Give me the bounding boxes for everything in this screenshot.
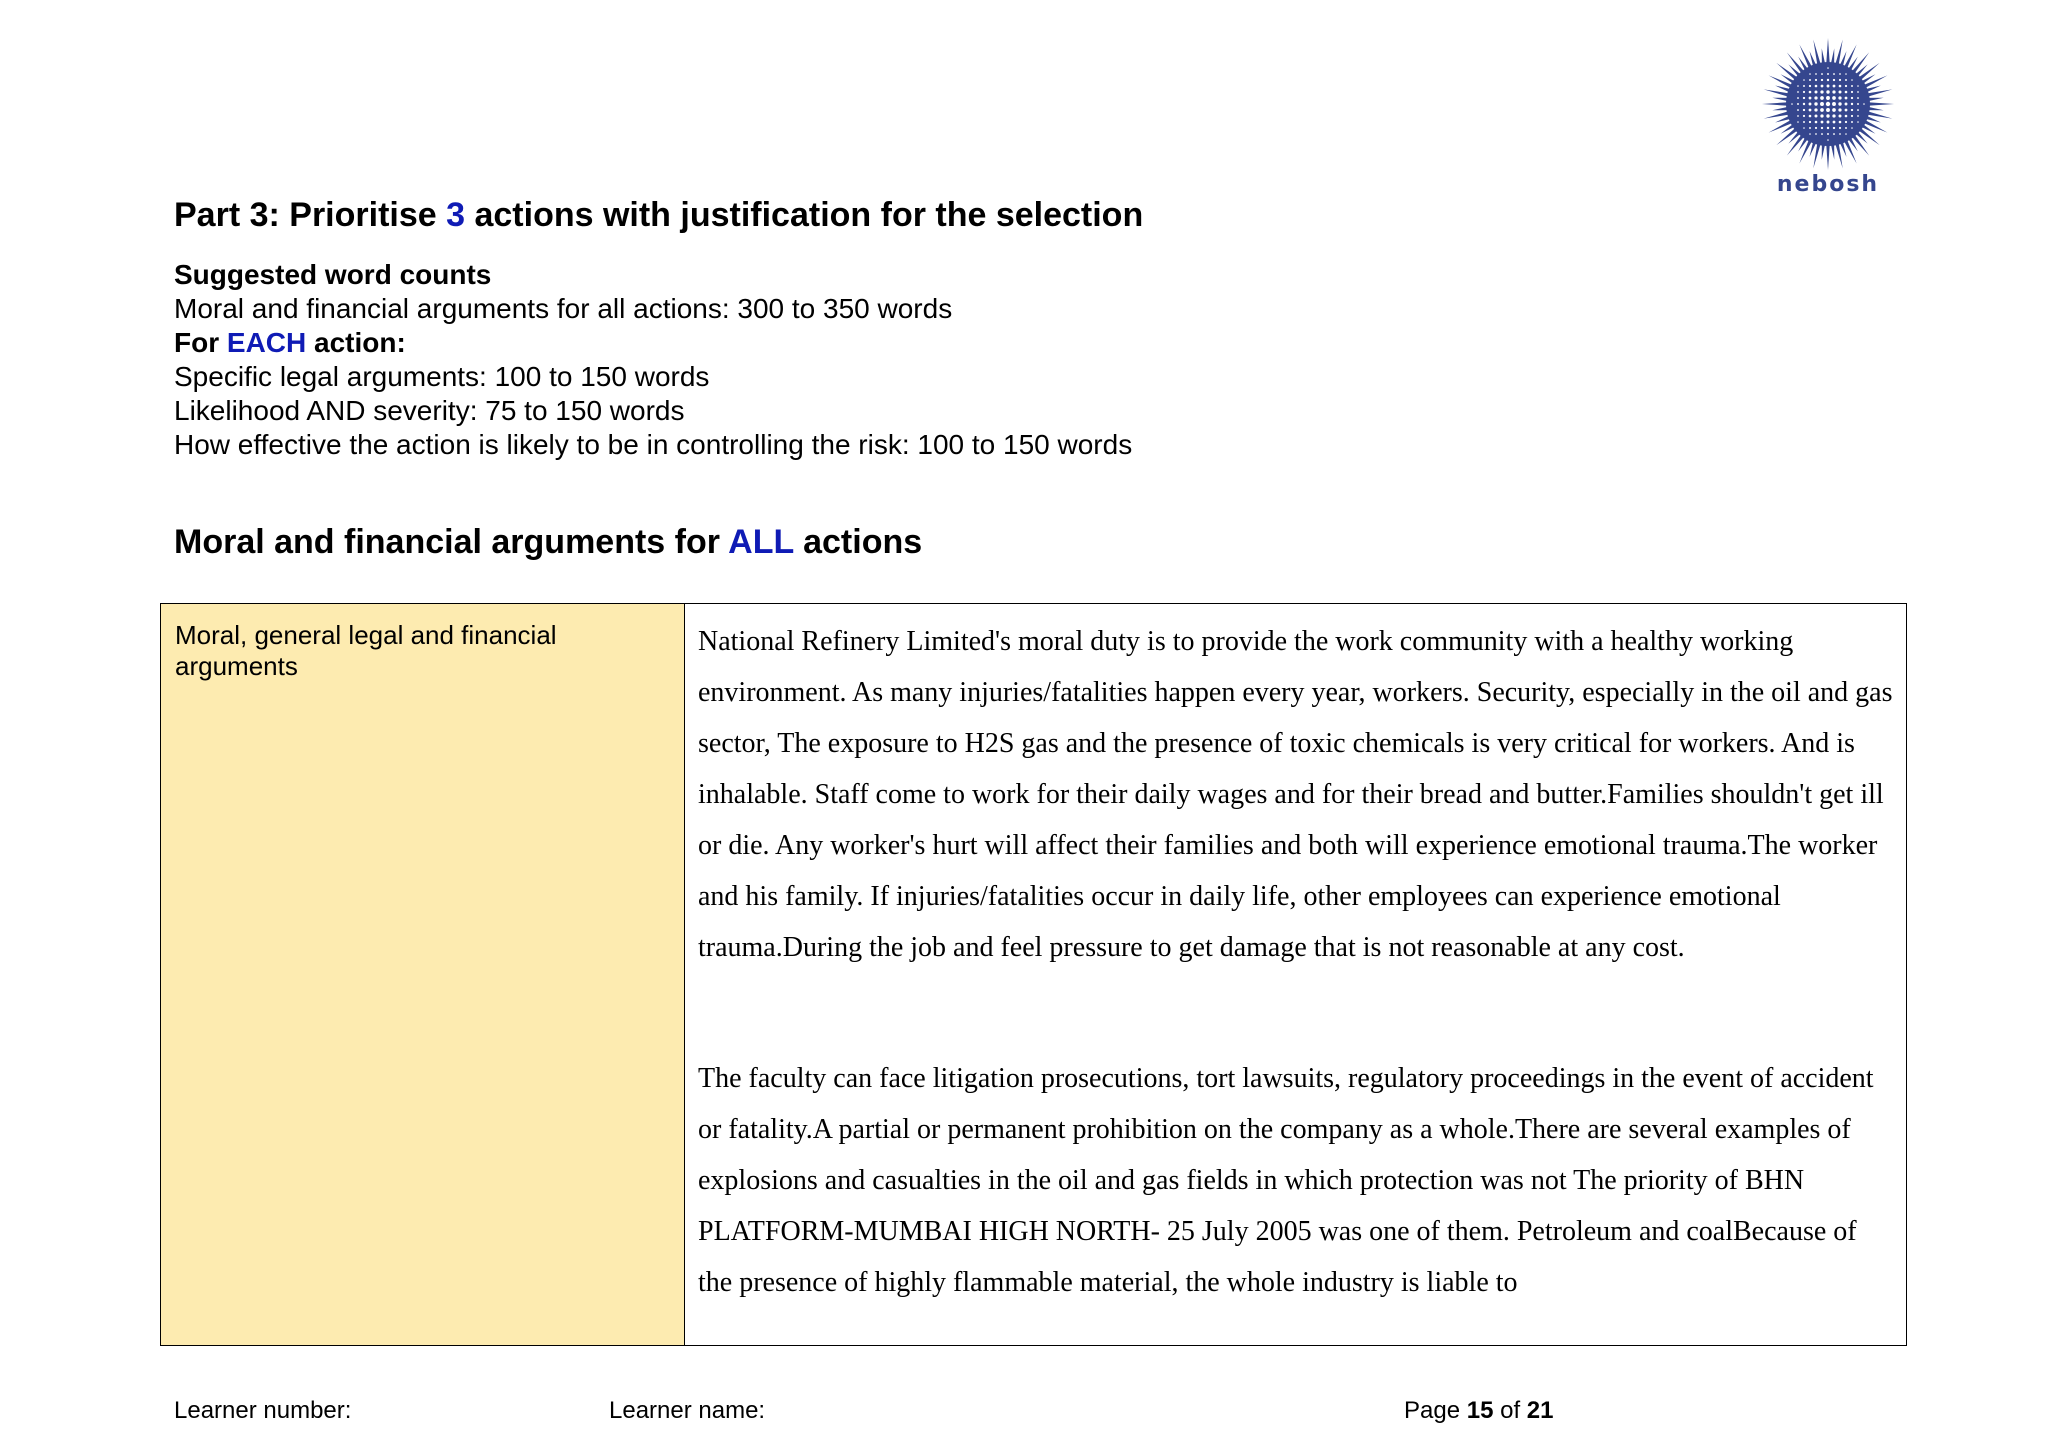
page-of: of	[1493, 1397, 1527, 1424]
learner-name-label: Learner name:	[609, 1397, 766, 1424]
word-counts-heading: Suggested word counts	[174, 259, 492, 290]
arguments-table	[160, 603, 1907, 1346]
logo-text: nebosh	[1776, 172, 1880, 197]
page-current: 15	[1466, 1397, 1494, 1424]
part-title-number: 3	[446, 196, 466, 234]
nebosh-globe-icon	[1758, 36, 1898, 172]
nebosh-logo	[1758, 36, 1898, 206]
section-title-prefix: Moral and financial arguments for	[174, 523, 729, 561]
arguments-label-cell: Moral, general legal and financial arguments	[161, 604, 685, 1345]
page-label: Page	[1404, 1397, 1467, 1424]
part-title-prefix: Part 3: Prioritise	[174, 196, 447, 234]
for-each-accent: EACH	[226, 327, 307, 358]
word-counts	[174, 258, 1132, 462]
word-count-likelihood: Likelihood AND severity: 75 to 150 words	[174, 395, 685, 426]
learner-number-label: Learner number:	[174, 1397, 352, 1424]
page-total: 21	[1526, 1397, 1554, 1424]
section-title	[174, 523, 922, 562]
arguments-paragraph-1: National Refinery Limited's moral duty is to provide the work community with a healthy working environment. As many injuries/fatalities happen every year, workers. Security, especially in the oil and gas sector, The exposure to H2S gas and the presence of toxic chemicals is very critical for workers. And is inhalable. Staff come to work for their daily wages and for their bread and butter.Families shouldn't get ill or die. Any worker's hurt will affect their families and both will experience emotional trauma.The worker and his family. If injuries/fatalities occur in daily life, other employees can experience emotional trauma.During the job and feel pressure to get damage that is not reasonable at any cost.	[698, 626, 1893, 963]
for-each-action-heading	[174, 326, 1132, 360]
word-count-moral-financial: Moral and financial arguments for all actions: 300 to 350 words	[174, 293, 953, 324]
section-title-accent: ALL	[728, 523, 794, 561]
for-each-prefix: For	[174, 327, 227, 358]
part-title	[174, 196, 1143, 235]
for-each-suffix: action:	[306, 327, 406, 358]
page-number	[1404, 1397, 1553, 1425]
word-count-effectiveness: How effective the action is likely to be in controlling the risk: 100 to 150 words	[174, 429, 1133, 460]
arguments-paragraph-2: The faculty can face litigation prosecutions, tort lawsuits, regulatory proceedings in the event of accident or fatality.A partial or permanent prohibition on the company as a whole.There are several examples of explosions and casualties in the oil and gas fields in which protection was not The priority of BHN PLATFORM-MUMBAI HIGH NORTH- 25 July 2005 was one of them. Petroleum and coalBecause of the presence of highly flammable material, the whole industry is liable to	[698, 1063, 1874, 1298]
arguments-content-cell[interactable]	[685, 604, 1906, 1345]
section-title-suffix: actions	[793, 523, 923, 561]
part-title-suffix: actions with justification for the selection	[465, 196, 1144, 234]
word-count-legal: Specific legal arguments: 100 to 150 words	[174, 361, 710, 392]
